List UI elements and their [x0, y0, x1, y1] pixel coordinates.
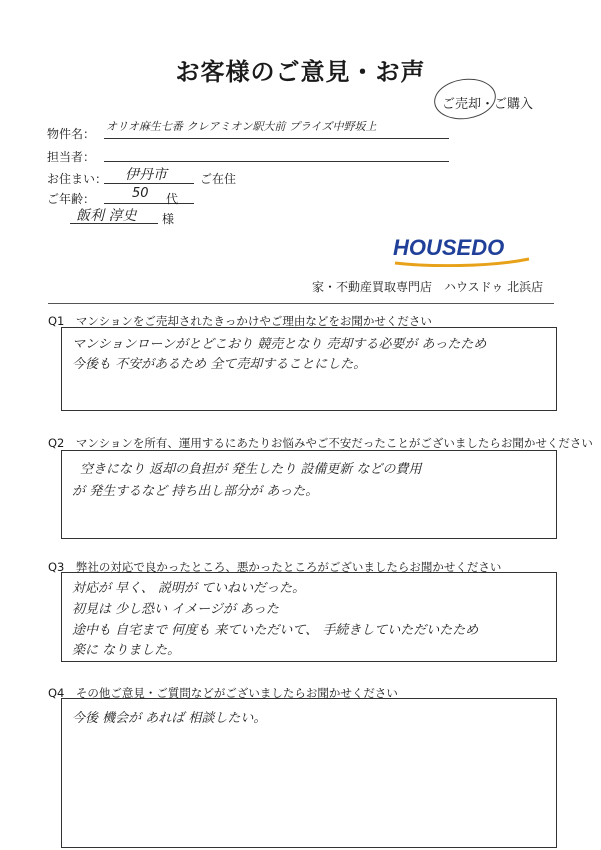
answer-1-line-1: マンションローンがとどこおり 競売となり 売却する必要が あったため [72, 337, 487, 352]
answer-box-1 [61, 327, 557, 411]
sale-type-options [442, 93, 533, 112]
answer-1-line-2: 今後も 不安があるため 全て売却することにした。 [72, 357, 367, 372]
age-value: 50 [132, 186, 149, 201]
housedo-logo [389, 233, 535, 267]
name-suffix: 様 [162, 212, 175, 226]
logo-text: HOUSEDO [393, 235, 505, 260]
answer-2-line-2: が 発生するなど 持ち出し部分が あった。 [72, 484, 319, 499]
staff-label: 担当者： [47, 150, 96, 164]
age-suffix: 代 [166, 192, 179, 206]
store-name: 家・不動産買取専門店 ハウスドゥ 北浜店 [312, 280, 544, 294]
residence-suffix: ご在住 [200, 172, 237, 186]
page-title: お客様のご意見・お声 [175, 58, 426, 86]
answer-3-line-1: 対応が 早く、 説明が ていねいだった。 [72, 581, 306, 596]
answer-3-line-4: 楽に なりました。 [72, 643, 181, 658]
answer-4-line-1: 今後 機会が あれば 相談したい。 [72, 711, 267, 726]
question-1: Q1 マンションをご売却されたきっかけやご理由などをお聞かせください [48, 314, 432, 328]
residence-value: 伊丹市 [125, 167, 167, 183]
property-label: 物件名： [47, 127, 96, 141]
answer-3-line-2: 初見は 少し恐い イメージが あった [72, 602, 279, 617]
question-3: Q3 弊社の対応で良かったところ、悪かったところがございましたらお聞かせください [48, 560, 502, 574]
answer-box-2 [61, 450, 557, 539]
property-value: オリオ麻生七番 クレアミオン駅大前 プライズ中野坂上 [106, 120, 377, 133]
age-underline [104, 203, 194, 204]
property-underline [104, 138, 449, 139]
name-value: 飯利 淳史 [76, 208, 137, 224]
sale-type-text: ご売却・ご購入 [442, 97, 534, 112]
question-4: Q4 その他ご意見・ご質問などがございましたらお聞かせください [48, 686, 398, 700]
answer-box-4 [61, 698, 557, 848]
answer-3-line-3: 途中も 自宅まで 何度も 来ていただいて、 手続きしていただいたため [72, 623, 479, 638]
answer-box-3 [61, 572, 557, 662]
section-divider [48, 303, 554, 304]
age-label: ご年齢： [47, 192, 96, 206]
staff-underline [104, 161, 449, 162]
residence-label: お住まい： [47, 172, 108, 186]
question-2: Q2 マンションを所有、運用するにあたりお悩みやご不安だったことがございましたらお聞かせください [48, 436, 593, 450]
answer-2-line-1: 空きになり 返却の負担が 発生したり 設備更新 などの費用 [80, 462, 422, 477]
